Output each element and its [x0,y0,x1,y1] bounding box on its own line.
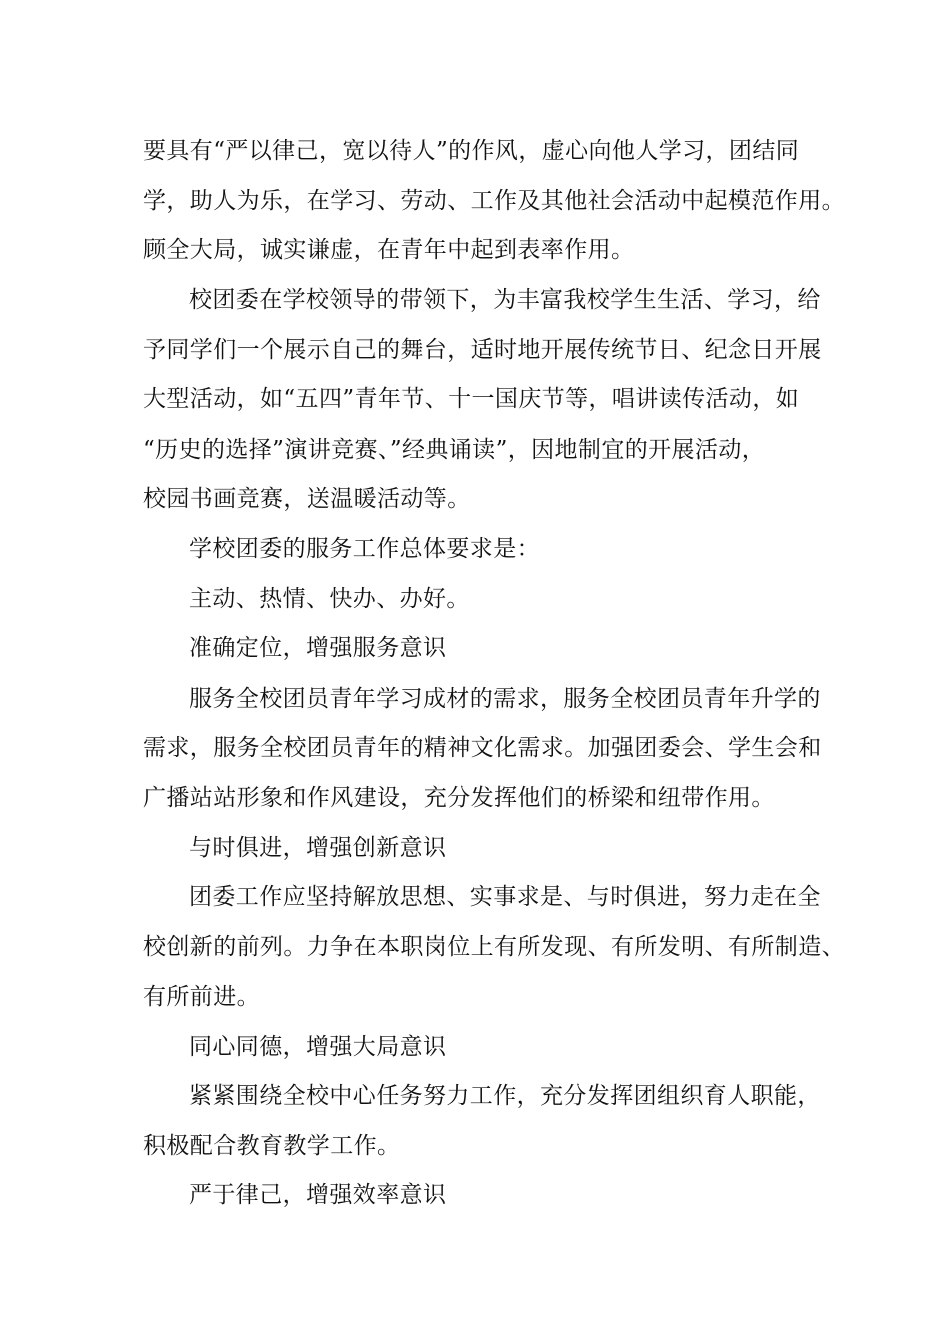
text-line: 积极配合教育教学工作。 [143,1133,401,1159]
paragraph-start-line: 服务全校团员青年学习成材的需求，服务全校团员青年升学的 [189,686,821,712]
text-line: 需求，服务全校团员青年的精神文化需求。加强团委会、学生会和 [143,735,822,761]
paragraph-start-line: 团委工作应坚持解放思想、实事求是、与时俱进，努力走在全 [189,884,821,910]
paragraph-start-line: 校团委在学校领导的带领下，为丰富我校学生生活、学习，给 [189,287,821,313]
text-line: 予同学们一个展示自己的舞台，适时地开展传统节日、纪念日开展 [143,337,822,363]
section-heading: 同心同德，增强大局意识 [189,1034,447,1060]
paragraph-start-line: 紧紧围绕全校中心任务努力工作，充分发挥团组织育人职能， [189,1083,821,1109]
text-line: 要具有“严以律己，宽以待人”的作风，虚心向他人学习，团结同 [143,138,800,164]
paragraph-start-line: 主动、热情、快办、办好。 [189,586,470,612]
text-line: 有所前进。 [143,984,260,1010]
section-heading: 与时俱进，增强创新意识 [189,835,447,861]
text-line: 顾全大局，诚实谦虚，在青年中起到表率作用。 [143,237,635,263]
text-line: 校创新的前列。力争在本职岗位上有所发现、有所发明、有所制造、 [143,934,845,960]
text-line: 广播站站形象和作风建设，充分发挥他们的桥梁和纽带作用。 [143,785,775,811]
text-line: 学，助人为乐，在学习、劳动、工作及其他社会活动中起模范作用。 [143,188,845,214]
text-line: 大型活动，如“五四”青年节、十一国庆节等，唱讲读传活动，如 [143,386,800,412]
section-heading: 准确定位，增强服务意识 [189,635,447,661]
text-line: 校园书画竞赛，送温暖活动等。 [143,486,471,512]
text-line: “历史的选择”演讲竞赛、”经典诵读”，因地制宜的开展活动， [143,437,766,463]
section-heading: 严于律己，增强效率意识 [189,1182,447,1208]
paragraph-start-line: 学校团委的服务工作总体要求是： [189,536,540,562]
